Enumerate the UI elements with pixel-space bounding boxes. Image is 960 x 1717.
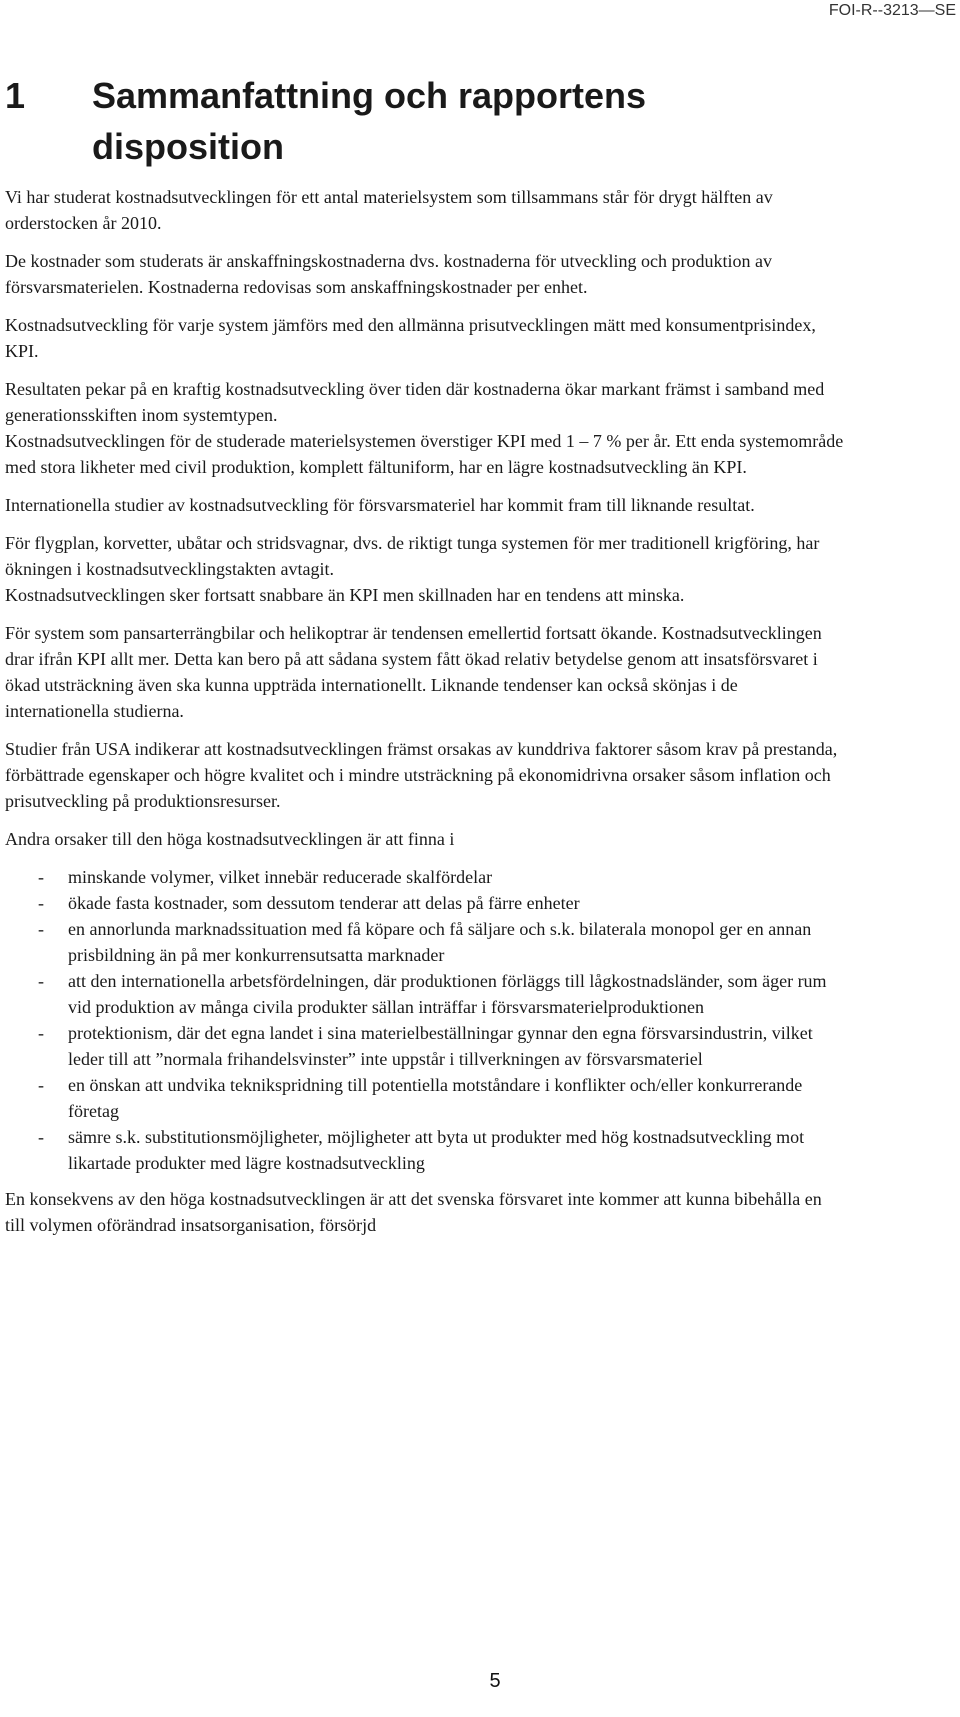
dash-marker: - xyxy=(38,1075,44,1095)
paragraph: För flygplan, korvetter, ubåtar och stridsvagnar, dvs. de riktigt tunga systemen för mer traditionell krigföring, har ökningen i kostnadsutvecklingstakten avtagit. xyxy=(5,533,820,579)
list-item xyxy=(5,916,845,968)
dash-marker: - xyxy=(38,893,44,913)
page-number: 5 xyxy=(489,1670,501,1692)
paragraph: De kostnader som studerats är anskaffningskostnaderna dvs. kostnaderna för utveckling och produktion av försvarsmaterielen. Kostnaderna redovisas som anskaffningskostnader per enhet. xyxy=(5,251,772,297)
section-heading xyxy=(5,70,845,172)
cause-list xyxy=(5,864,845,1176)
list-item xyxy=(5,1020,845,1072)
paragraph: För system som pansarterrängbilar och helikoptrar är tendensen emellertid fortsatt ökande. Kostnadsutvecklingen drar ifrån KPI allt mer. Detta kan bero på att sådana system fått ökad relativ betydelse genom att insatsförsvaret i ökad utsträckning även ska kunna uppträda internationellt. Liknande tendenser kan också skönjas i de internationella studierna. xyxy=(5,623,822,721)
list-item xyxy=(5,864,845,890)
paragraph: Kostnadsutveckling för varje system jämförs med den allmänna prisutvecklingen mätt med konsumentprisindex, KPI. xyxy=(5,315,816,361)
dash-marker: - xyxy=(38,919,44,939)
list-item xyxy=(5,1072,845,1124)
paragraph: Internationella studier av kostnadsutveckling för försvarsmateriel har kommit fram till liknande resultat. xyxy=(5,495,755,515)
page-content xyxy=(5,70,845,1250)
dash-marker: - xyxy=(38,971,44,991)
list-item xyxy=(5,890,845,916)
list-item-text: protektionism, där det egna landet i sina materielbeställningar gynnar den egna försvarsindustrin, vilket leder till att ”normala frihandelsvinster” inte uppstår i tillverkningen av försvarsmateriel xyxy=(68,1023,813,1069)
dash-marker: - xyxy=(38,867,44,887)
list-item-text: minskande volymer, vilket innebär reducerade skalfördelar xyxy=(68,867,493,887)
dash-marker: - xyxy=(38,1127,44,1147)
paragraph: Vi har studerat kostnadsutvecklingen för ett antal materielsystem som tillsammans står för drygt hälften av orderstocken år 2010. xyxy=(5,187,773,233)
list-item-text: en önskan att undvika teknikspridning till potentiella motståndare i konflikter och/eller konkurrerande företag xyxy=(68,1075,803,1121)
paragraph: Kostnadsutvecklingen för de studerade materielsystemen överstiger KPI med 1 – 7 % per år. Ett enda systemområde med stora likheter med civil produktion, komplett fältuniform, har en lägre kostnadsutveckling än KPI. xyxy=(5,431,844,477)
section-title: Sammanfattning och rapportens disposition xyxy=(92,75,647,167)
closing-paragraph: En konsekvens av den höga kostnadsutvecklingen är att det svenska försvaret inte kommer att kunna bibehålla en till volymen oförändrad insatsorganisation, försörjd xyxy=(5,1189,822,1235)
list-item-text: att den internationella arbetsfördelningen, där produktionen förläggs till lågkostnadsländer, som äger rum vid produktion av många civila produkter sällan inträffar i försvarsmaterielproduktionen xyxy=(68,971,827,1017)
document-id: FOI-R--3213—SE xyxy=(828,2,956,19)
paragraph: Studier från USA indikerar att kostnadsutvecklingen främst orsakas av kunddriva faktorer såsom krav på prestanda, förbättrade egenskaper och högre kvalitet och i mindre utsträckning på ekonomidrivna orsaker såsom inflation och prisutveckling på produktionsresurser. xyxy=(5,739,838,811)
paragraph: Kostnadsutvecklingen sker fortsatt snabbare än KPI men skillnaden har en tendens att minska. xyxy=(5,585,685,605)
list-item xyxy=(5,1124,845,1176)
list-item-text: sämre s.k. substitutionsmöjligheter, möjligheter att byta ut produkter med hög kostnadsutveckling mot likartade produkter med lägre kostnadsutveckling xyxy=(68,1127,805,1173)
list-item-text: en annorlunda marknadssituation med få köpare och få säljare och s.k. bilaterala monopol ger en annan prisbildning än på mer konkurrensutsatta marknader xyxy=(68,919,812,965)
list-item-text: ökade fasta kostnader, som dessutom tenderar att delas på färre enheter xyxy=(68,893,580,913)
paragraph: Resultaten pekar på en kraftig kostnadsutveckling över tiden där kostnaderna ökar markant främst i samband med generationsskiften inom systemtypen. xyxy=(5,379,825,425)
section-number: 1 xyxy=(5,75,26,116)
list-item xyxy=(5,968,845,1020)
paragraph: Andra orsaker till den höga kostnadsutvecklingen är att finna i xyxy=(5,829,455,849)
dash-marker: - xyxy=(38,1023,44,1043)
